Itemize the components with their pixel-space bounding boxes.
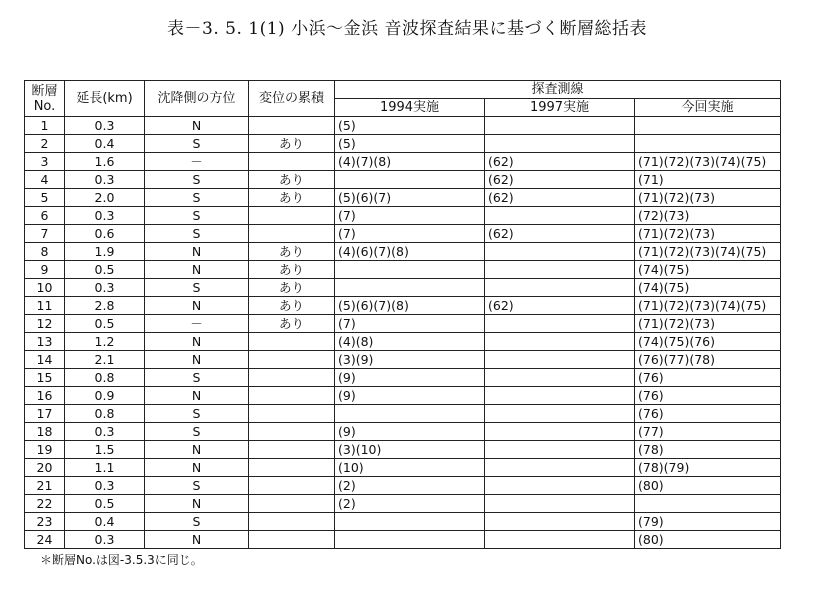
cell-length: 0.5: [65, 495, 145, 513]
cell-fault-no: 22: [25, 495, 65, 513]
cell-direction: N: [145, 333, 249, 351]
cell-displacement: [249, 207, 335, 225]
cell-length: 2.8: [65, 297, 145, 315]
cell-survey-1997: [485, 423, 635, 441]
cell-displacement: あり: [249, 189, 335, 207]
cell-survey-1994: (7): [335, 207, 485, 225]
cell-survey-1997: [485, 477, 635, 495]
cell-survey-1994: (10): [335, 459, 485, 477]
table-row: [25, 477, 781, 495]
cell-direction: S: [145, 171, 249, 189]
table-row: [25, 135, 781, 153]
cell-survey-current: (76)(77)(78): [635, 351, 781, 369]
fault-summary-table: [24, 80, 781, 549]
cell-displacement: [249, 387, 335, 405]
cell-length: 0.8: [65, 369, 145, 387]
cell-displacement: あり: [249, 315, 335, 333]
cell-survey-1994: (9): [335, 423, 485, 441]
cell-displacement: [249, 117, 335, 135]
table-row: [25, 297, 781, 315]
cell-survey-1997: (62): [485, 171, 635, 189]
cell-survey-1994: (4)(6)(7)(8): [335, 243, 485, 261]
cell-survey-1997: [485, 441, 635, 459]
cell-survey-current: (80): [635, 477, 781, 495]
table-row: [25, 369, 781, 387]
table-row: [25, 153, 781, 171]
cell-survey-1994: (4)(8): [335, 333, 485, 351]
header-fault-no: 断層 No.: [25, 81, 65, 117]
cell-fault-no: 2: [25, 135, 65, 153]
cell-length: 1.5: [65, 441, 145, 459]
cell-length: 0.5: [65, 315, 145, 333]
cell-survey-current: (71)(72)(73): [635, 189, 781, 207]
cell-survey-current: (71)(72)(73)(74)(75): [635, 243, 781, 261]
cell-survey-1994: [335, 405, 485, 423]
cell-fault-no: 21: [25, 477, 65, 495]
cell-direction: S: [145, 513, 249, 531]
cell-length: 1.1: [65, 459, 145, 477]
table-row: [25, 171, 781, 189]
cell-survey-1994: (5)(6)(7): [335, 189, 485, 207]
cell-survey-1994: (4)(7)(8): [335, 153, 485, 171]
cell-survey-1997: (62): [485, 297, 635, 315]
cell-direction: N: [145, 459, 249, 477]
cell-survey-1994: (3)(10): [335, 441, 485, 459]
cell-fault-no: 1: [25, 117, 65, 135]
table-row: [25, 225, 781, 243]
cell-direction: S: [145, 189, 249, 207]
cell-displacement: [249, 405, 335, 423]
page-title: 表－3. 5. 1(1) 小浜～金浜 音波探査結果に基づく断層総括表: [167, 19, 647, 39]
header-1997: 1997実施: [485, 99, 635, 117]
cell-displacement: あり: [249, 261, 335, 279]
cell-survey-current: [635, 135, 781, 153]
cell-displacement: あり: [249, 243, 335, 261]
cell-fault-no: 8: [25, 243, 65, 261]
cell-displacement: [249, 441, 335, 459]
cell-survey-1994: (9): [335, 369, 485, 387]
cell-survey-current: (78): [635, 441, 781, 459]
cell-survey-1994: (5): [335, 117, 485, 135]
table-row: [25, 189, 781, 207]
cell-length: 0.8: [65, 405, 145, 423]
cell-fault-no: 18: [25, 423, 65, 441]
table-row: [25, 423, 781, 441]
cell-survey-1994: (2): [335, 495, 485, 513]
footnote: ＊断層No.は図-3.5.3に同じ。: [40, 553, 203, 567]
cell-fault-no: 13: [25, 333, 65, 351]
header-length: 延長(km): [65, 81, 145, 117]
cell-survey-current: [635, 495, 781, 513]
cell-direction: S: [145, 225, 249, 243]
cell-survey-1994: [335, 513, 485, 531]
table-row: [25, 207, 781, 225]
cell-survey-1997: [485, 495, 635, 513]
cell-fault-no: 6: [25, 207, 65, 225]
cell-fault-no: 19: [25, 441, 65, 459]
cell-displacement: [249, 369, 335, 387]
cell-survey-current: (71)(72)(73)(74)(75): [635, 153, 781, 171]
cell-length: 0.3: [65, 171, 145, 189]
cell-length: 0.5: [65, 261, 145, 279]
cell-length: 1.9: [65, 243, 145, 261]
cell-survey-current: (71)(72)(73)(74)(75): [635, 297, 781, 315]
cell-displacement: あり: [249, 279, 335, 297]
cell-displacement: [249, 531, 335, 549]
table-row: [25, 117, 781, 135]
cell-survey-1994: (2): [335, 477, 485, 495]
cell-length: 0.9: [65, 387, 145, 405]
cell-survey-1997: [485, 243, 635, 261]
cell-survey-1997: [485, 513, 635, 531]
cell-length: 1.2: [65, 333, 145, 351]
cell-length: 0.3: [65, 117, 145, 135]
cell-length: 0.3: [65, 531, 145, 549]
cell-fault-no: 12: [25, 315, 65, 333]
header-survey-lines: 探査測線: [335, 81, 781, 99]
cell-direction: N: [145, 243, 249, 261]
cell-survey-1997: (62): [485, 225, 635, 243]
cell-survey-current: (76): [635, 369, 781, 387]
cell-survey-1997: [485, 351, 635, 369]
cell-survey-1997: [485, 387, 635, 405]
table-row: [25, 387, 781, 405]
cell-survey-1997: [485, 459, 635, 477]
cell-direction: N: [145, 441, 249, 459]
cell-displacement: [249, 333, 335, 351]
cell-length: 0.3: [65, 477, 145, 495]
cell-length: 0.4: [65, 513, 145, 531]
table-row: [25, 351, 781, 369]
cell-survey-1997: [485, 117, 635, 135]
cell-fault-no: 23: [25, 513, 65, 531]
cell-fault-no: 20: [25, 459, 65, 477]
cell-survey-current: (77): [635, 423, 781, 441]
table-row: [25, 405, 781, 423]
cell-direction: S: [145, 405, 249, 423]
cell-survey-1994: (5): [335, 135, 485, 153]
cell-survey-current: (76): [635, 387, 781, 405]
header-displacement: 変位の累積: [249, 81, 335, 117]
cell-survey-current: (78)(79): [635, 459, 781, 477]
cell-displacement: あり: [249, 171, 335, 189]
cell-direction: N: [145, 387, 249, 405]
cell-direction: －: [145, 153, 249, 171]
cell-displacement: [249, 495, 335, 513]
cell-survey-1994: (3)(9): [335, 351, 485, 369]
header-1994: 1994実施: [335, 99, 485, 117]
cell-length: 0.4: [65, 135, 145, 153]
cell-displacement: [249, 477, 335, 495]
cell-survey-1994: (5)(6)(7)(8): [335, 297, 485, 315]
cell-length: 0.3: [65, 423, 145, 441]
cell-fault-no: 15: [25, 369, 65, 387]
header-direction: 沈降側の方位: [145, 81, 249, 117]
cell-survey-current: (74)(75): [635, 261, 781, 279]
table-row: [25, 495, 781, 513]
cell-survey-1994: [335, 261, 485, 279]
table-row: [25, 243, 781, 261]
cell-survey-1997: [485, 315, 635, 333]
cell-displacement: [249, 513, 335, 531]
cell-survey-1997: [485, 261, 635, 279]
cell-direction: S: [145, 369, 249, 387]
cell-length: 2.0: [65, 189, 145, 207]
cell-direction: S: [145, 135, 249, 153]
cell-direction: －: [145, 315, 249, 333]
cell-survey-1997: [485, 405, 635, 423]
cell-direction: N: [145, 495, 249, 513]
cell-fault-no: 17: [25, 405, 65, 423]
cell-survey-1994: [335, 171, 485, 189]
cell-survey-current: (74)(75)(76): [635, 333, 781, 351]
cell-survey-current: [635, 117, 781, 135]
cell-length: 0.3: [65, 279, 145, 297]
cell-fault-no: 10: [25, 279, 65, 297]
cell-displacement: [249, 225, 335, 243]
cell-survey-1994: [335, 279, 485, 297]
cell-survey-1994: (7): [335, 225, 485, 243]
cell-direction: N: [145, 297, 249, 315]
cell-fault-no: 9: [25, 261, 65, 279]
cell-survey-current: (72)(73): [635, 207, 781, 225]
cell-survey-1994: [335, 531, 485, 549]
header-current: 今回実施: [635, 99, 781, 117]
table-body: [25, 117, 781, 549]
cell-fault-no: 3: [25, 153, 65, 171]
table-row: [25, 315, 781, 333]
table-row: [25, 459, 781, 477]
cell-survey-current: (71): [635, 171, 781, 189]
cell-displacement: [249, 423, 335, 441]
cell-length: 1.6: [65, 153, 145, 171]
cell-displacement: あり: [249, 297, 335, 315]
cell-fault-no: 4: [25, 171, 65, 189]
cell-survey-1997: (62): [485, 189, 635, 207]
cell-fault-no: 14: [25, 351, 65, 369]
cell-survey-1997: [485, 279, 635, 297]
table-row: [25, 261, 781, 279]
cell-survey-current: (76): [635, 405, 781, 423]
cell-displacement: [249, 153, 335, 171]
table-row: [25, 441, 781, 459]
cell-length: 2.1: [65, 351, 145, 369]
cell-fault-no: 5: [25, 189, 65, 207]
cell-survey-1994: (7): [335, 315, 485, 333]
cell-fault-no: 16: [25, 387, 65, 405]
cell-direction: N: [145, 351, 249, 369]
cell-survey-current: (80): [635, 531, 781, 549]
table-row: [25, 279, 781, 297]
cell-survey-1997: [485, 333, 635, 351]
cell-direction: N: [145, 261, 249, 279]
cell-survey-1997: [485, 531, 635, 549]
cell-survey-1997: [485, 207, 635, 225]
cell-survey-current: (71)(72)(73): [635, 315, 781, 333]
cell-displacement: あり: [249, 135, 335, 153]
cell-direction: S: [145, 207, 249, 225]
table-row: [25, 513, 781, 531]
cell-survey-1994: (9): [335, 387, 485, 405]
table-row: [25, 531, 781, 549]
cell-survey-current: (79): [635, 513, 781, 531]
cell-length: 0.6: [65, 225, 145, 243]
cell-survey-1997: [485, 369, 635, 387]
cell-survey-current: (74)(75): [635, 279, 781, 297]
table-row: [25, 333, 781, 351]
cell-direction: N: [145, 531, 249, 549]
cell-direction: S: [145, 477, 249, 495]
cell-direction: N: [145, 117, 249, 135]
cell-fault-no: 11: [25, 297, 65, 315]
cell-survey-1997: (62): [485, 153, 635, 171]
cell-displacement: [249, 351, 335, 369]
cell-fault-no: 24: [25, 531, 65, 549]
cell-survey-current: (71)(72)(73): [635, 225, 781, 243]
cell-length: 0.3: [65, 207, 145, 225]
cell-direction: S: [145, 279, 249, 297]
cell-displacement: [249, 459, 335, 477]
cell-fault-no: 7: [25, 225, 65, 243]
cell-survey-1997: [485, 135, 635, 153]
cell-direction: S: [145, 423, 249, 441]
